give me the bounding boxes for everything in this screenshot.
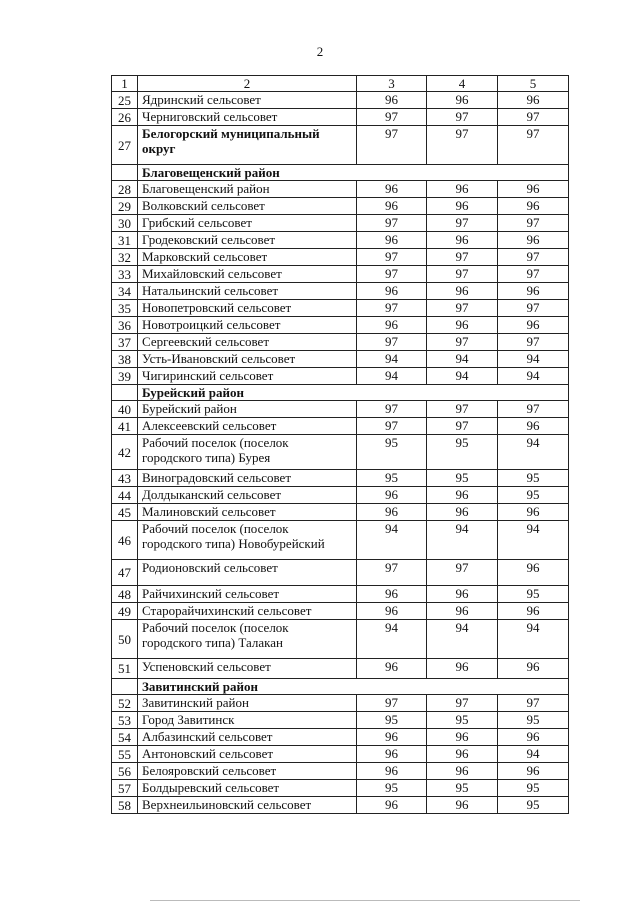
row-name: Верхнеильиновский сельсовет <box>138 797 357 814</box>
row-name: Новопетровский сельсовет <box>138 300 357 317</box>
row-name: Албазинский сельсовет <box>138 729 357 746</box>
value-col-3: 94 <box>357 368 427 385</box>
value-col-5: 96 <box>498 181 569 198</box>
row-number: 32 <box>112 249 138 266</box>
section-title: Завитинский район <box>138 679 569 695</box>
value-col-5: 96 <box>498 418 569 435</box>
value-col-5: 96 <box>498 317 569 334</box>
value-col-5: 97 <box>498 334 569 351</box>
row-name: Волковский сельсовет <box>138 198 357 215</box>
value-col-5: 96 <box>498 92 569 109</box>
row-name: Натальинский сельсовет <box>138 283 357 300</box>
value-col-4: 96 <box>427 797 498 814</box>
row-number: 30 <box>112 215 138 232</box>
row-number: 34 <box>112 283 138 300</box>
row-name: Ядринский сельсовет <box>138 92 357 109</box>
value-col-5: 95 <box>498 586 569 603</box>
page-number: 2 <box>316 44 324 59</box>
row-number: 54 <box>112 729 138 746</box>
value-col-4: 94 <box>427 620 498 659</box>
row-name: Рабочий поселок (поселок городского типа) Новобурейский <box>138 521 357 560</box>
value-col-4: 97 <box>427 126 498 165</box>
value-col-3: 96 <box>357 603 427 620</box>
row-number: 57 <box>112 780 138 797</box>
value-col-4: 96 <box>427 232 498 249</box>
value-col-3: 96 <box>357 317 427 334</box>
header-cell-3: 3 <box>357 76 427 92</box>
value-col-3: 94 <box>357 351 427 368</box>
row-number: 58 <box>112 797 138 814</box>
value-col-3: 94 <box>357 521 427 560</box>
table-row <box>112 215 569 232</box>
value-col-5: 94 <box>498 435 569 470</box>
scan-artifact-line <box>150 900 580 901</box>
value-col-5: 96 <box>498 659 569 679</box>
header-cell-4: 4 <box>427 76 498 92</box>
value-col-5: 95 <box>498 487 569 504</box>
table-row <box>112 470 569 487</box>
table-row <box>112 266 569 283</box>
value-col-3: 96 <box>357 659 427 679</box>
value-col-3: 97 <box>357 215 427 232</box>
row-name: Михайловский сельсовет <box>138 266 357 283</box>
value-col-5: 96 <box>498 232 569 249</box>
section-title: Благовещенский район <box>138 165 569 181</box>
value-col-4: 97 <box>427 215 498 232</box>
value-col-4: 97 <box>427 266 498 283</box>
value-col-4: 97 <box>427 418 498 435</box>
row-number: 38 <box>112 351 138 368</box>
table-row <box>112 92 569 109</box>
section-empty-cell <box>112 165 138 181</box>
row-name: Антоновский сельсовет <box>138 746 357 763</box>
row-name: Бурейский район <box>138 401 357 418</box>
header-cell-1: 1 <box>112 76 138 92</box>
value-col-5: 94 <box>498 746 569 763</box>
row-name: Успеновский сельсовет <box>138 659 357 679</box>
section-empty-cell <box>112 385 138 401</box>
value-col-3: 96 <box>357 232 427 249</box>
value-col-5: 97 <box>498 215 569 232</box>
value-col-3: 97 <box>357 109 427 126</box>
value-col-4: 96 <box>427 586 498 603</box>
value-col-5: 96 <box>498 560 569 586</box>
row-number: 50 <box>112 620 138 659</box>
row-name: Гродековский сельсовет <box>138 232 357 249</box>
row-name: Рабочий поселок (поселок городского типа) Талакан <box>138 620 357 659</box>
value-col-5: 94 <box>498 620 569 659</box>
value-col-4: 96 <box>427 659 498 679</box>
value-col-3: 97 <box>357 334 427 351</box>
row-name: Рабочий поселок (поселок городского типа) Бурея <box>138 435 357 470</box>
value-col-4: 96 <box>427 603 498 620</box>
row-name: Завитинский район <box>138 695 357 712</box>
row-number: 27 <box>112 126 138 165</box>
header-row <box>112 76 569 92</box>
row-name: Марковский сельсовет <box>138 249 357 266</box>
value-col-3: 97 <box>357 249 427 266</box>
value-col-5: 97 <box>498 109 569 126</box>
row-number: 43 <box>112 470 138 487</box>
row-number: 48 <box>112 586 138 603</box>
section-title: Бурейский район <box>138 385 569 401</box>
value-col-5: 96 <box>498 504 569 521</box>
row-number: 44 <box>112 487 138 504</box>
table-row <box>112 603 569 620</box>
row-name: Сергеевский сельсовет <box>138 334 357 351</box>
row-number: 26 <box>112 109 138 126</box>
row-number: 31 <box>112 232 138 249</box>
value-col-4: 97 <box>427 695 498 712</box>
value-col-4: 94 <box>427 521 498 560</box>
value-col-3: 96 <box>357 746 427 763</box>
row-number: 35 <box>112 300 138 317</box>
table-row <box>112 521 569 560</box>
value-col-5: 97 <box>498 249 569 266</box>
value-col-5: 96 <box>498 763 569 780</box>
value-col-5: 97 <box>498 126 569 165</box>
section-empty-cell <box>112 679 138 695</box>
value-col-3: 97 <box>357 401 427 418</box>
row-name: Чигиринский сельсовет <box>138 368 357 385</box>
row-number: 45 <box>112 504 138 521</box>
row-number: 49 <box>112 603 138 620</box>
value-col-5: 95 <box>498 712 569 729</box>
value-col-3: 95 <box>357 435 427 470</box>
row-name: Белогорский муниципальный округ <box>138 126 357 165</box>
row-number: 40 <box>112 401 138 418</box>
value-col-4: 97 <box>427 401 498 418</box>
row-name: Черниговский сельсовет <box>138 109 357 126</box>
value-col-3: 96 <box>357 797 427 814</box>
value-col-4: 97 <box>427 249 498 266</box>
section-header-row <box>112 679 569 695</box>
section-header-row <box>112 385 569 401</box>
table-row <box>112 620 569 659</box>
value-col-3: 95 <box>357 780 427 797</box>
value-col-5: 97 <box>498 695 569 712</box>
table-row <box>112 334 569 351</box>
value-col-4: 97 <box>427 109 498 126</box>
header-cell-2: 2 <box>138 76 357 92</box>
value-col-3: 97 <box>357 560 427 586</box>
row-number: 56 <box>112 763 138 780</box>
row-name: Болдыревский сельсовет <box>138 780 357 797</box>
table-row <box>112 504 569 521</box>
value-col-3: 97 <box>357 418 427 435</box>
table-row <box>112 198 569 215</box>
row-number: 37 <box>112 334 138 351</box>
value-col-3: 96 <box>357 92 427 109</box>
value-col-3: 96 <box>357 181 427 198</box>
value-col-3: 97 <box>357 126 427 165</box>
value-col-3: 96 <box>357 504 427 521</box>
row-name: Старорайчихинский сельсовет <box>138 603 357 620</box>
value-col-4: 96 <box>427 283 498 300</box>
table-row <box>112 401 569 418</box>
row-number: 52 <box>112 695 138 712</box>
table-row <box>112 232 569 249</box>
value-col-4: 96 <box>427 763 498 780</box>
data-table <box>111 75 569 814</box>
value-col-3: 97 <box>357 266 427 283</box>
row-number: 36 <box>112 317 138 334</box>
value-col-5: 95 <box>498 797 569 814</box>
value-col-4: 96 <box>427 746 498 763</box>
value-col-3: 96 <box>357 729 427 746</box>
row-name: Белояровский сельсовет <box>138 763 357 780</box>
row-number: 39 <box>112 368 138 385</box>
value-col-4: 95 <box>427 470 498 487</box>
row-name: Малиновский сельсовет <box>138 504 357 521</box>
value-col-5: 96 <box>498 729 569 746</box>
table-row <box>112 659 569 679</box>
row-name: Родионовский сельсовет <box>138 560 357 586</box>
value-col-5: 97 <box>498 300 569 317</box>
value-col-3: 96 <box>357 198 427 215</box>
value-col-5: 96 <box>498 603 569 620</box>
row-name: Город Завитинск <box>138 712 357 729</box>
table-row <box>112 181 569 198</box>
value-col-5: 94 <box>498 351 569 368</box>
row-number: 29 <box>112 198 138 215</box>
header-cell-5: 5 <box>498 76 569 92</box>
row-number: 51 <box>112 659 138 679</box>
value-col-4: 94 <box>427 368 498 385</box>
value-col-3: 96 <box>357 487 427 504</box>
row-number: 46 <box>112 521 138 560</box>
value-col-5: 96 <box>498 198 569 215</box>
table-row <box>112 560 569 586</box>
value-col-5: 97 <box>498 266 569 283</box>
row-number: 47 <box>112 560 138 586</box>
value-col-5: 94 <box>498 521 569 560</box>
table-row <box>112 351 569 368</box>
value-col-4: 96 <box>427 487 498 504</box>
row-number: 41 <box>112 418 138 435</box>
row-name: Виноградовский сельсовет <box>138 470 357 487</box>
table-row <box>112 780 569 797</box>
row-name: Новотроицкий сельсовет <box>138 317 357 334</box>
table-row <box>112 368 569 385</box>
value-col-5: 95 <box>498 780 569 797</box>
table-row <box>112 695 569 712</box>
value-col-3: 95 <box>357 712 427 729</box>
value-col-4: 97 <box>427 334 498 351</box>
section-header-row <box>112 165 569 181</box>
row-number: 42 <box>112 435 138 470</box>
value-col-4: 95 <box>427 712 498 729</box>
table-row <box>112 763 569 780</box>
table-row <box>112 435 569 470</box>
value-col-3: 96 <box>357 283 427 300</box>
value-col-4: 96 <box>427 198 498 215</box>
value-col-4: 96 <box>427 729 498 746</box>
value-col-5: 94 <box>498 368 569 385</box>
value-col-4: 95 <box>427 435 498 470</box>
table-row <box>112 317 569 334</box>
value-col-5: 96 <box>498 283 569 300</box>
value-col-4: 97 <box>427 560 498 586</box>
value-col-3: 97 <box>357 695 427 712</box>
value-col-4: 96 <box>427 317 498 334</box>
value-col-3: 94 <box>357 620 427 659</box>
value-col-3: 96 <box>357 586 427 603</box>
row-number: 53 <box>112 712 138 729</box>
value-col-4: 96 <box>427 92 498 109</box>
table-row <box>112 746 569 763</box>
row-name: Грибский сельсовет <box>138 215 357 232</box>
row-number: 55 <box>112 746 138 763</box>
table-row <box>112 283 569 300</box>
table-row <box>112 300 569 317</box>
value-col-3: 96 <box>357 763 427 780</box>
value-col-3: 97 <box>357 300 427 317</box>
value-col-5: 97 <box>498 401 569 418</box>
table-row <box>112 712 569 729</box>
row-name: Усть-Ивановский сельсовет <box>138 351 357 368</box>
table-row <box>112 797 569 814</box>
value-col-4: 95 <box>427 780 498 797</box>
table-row <box>112 249 569 266</box>
row-name: Долдыканский сельсовет <box>138 487 357 504</box>
row-number: 33 <box>112 266 138 283</box>
row-number: 28 <box>112 181 138 198</box>
row-name: Алексеевский сельсовет <box>138 418 357 435</box>
row-name: Райчихинский сельсовет <box>138 586 357 603</box>
value-col-3: 95 <box>357 470 427 487</box>
table-row <box>112 586 569 603</box>
value-col-5: 95 <box>498 470 569 487</box>
value-col-4: 96 <box>427 504 498 521</box>
row-number: 25 <box>112 92 138 109</box>
value-col-4: 96 <box>427 181 498 198</box>
table-body <box>112 92 569 814</box>
table-row <box>112 418 569 435</box>
value-col-4: 94 <box>427 351 498 368</box>
row-name: Благовещенский район <box>138 181 357 198</box>
table-row <box>112 126 569 165</box>
table-row <box>112 487 569 504</box>
table-row <box>112 729 569 746</box>
table-row <box>112 109 569 126</box>
value-col-4: 97 <box>427 300 498 317</box>
